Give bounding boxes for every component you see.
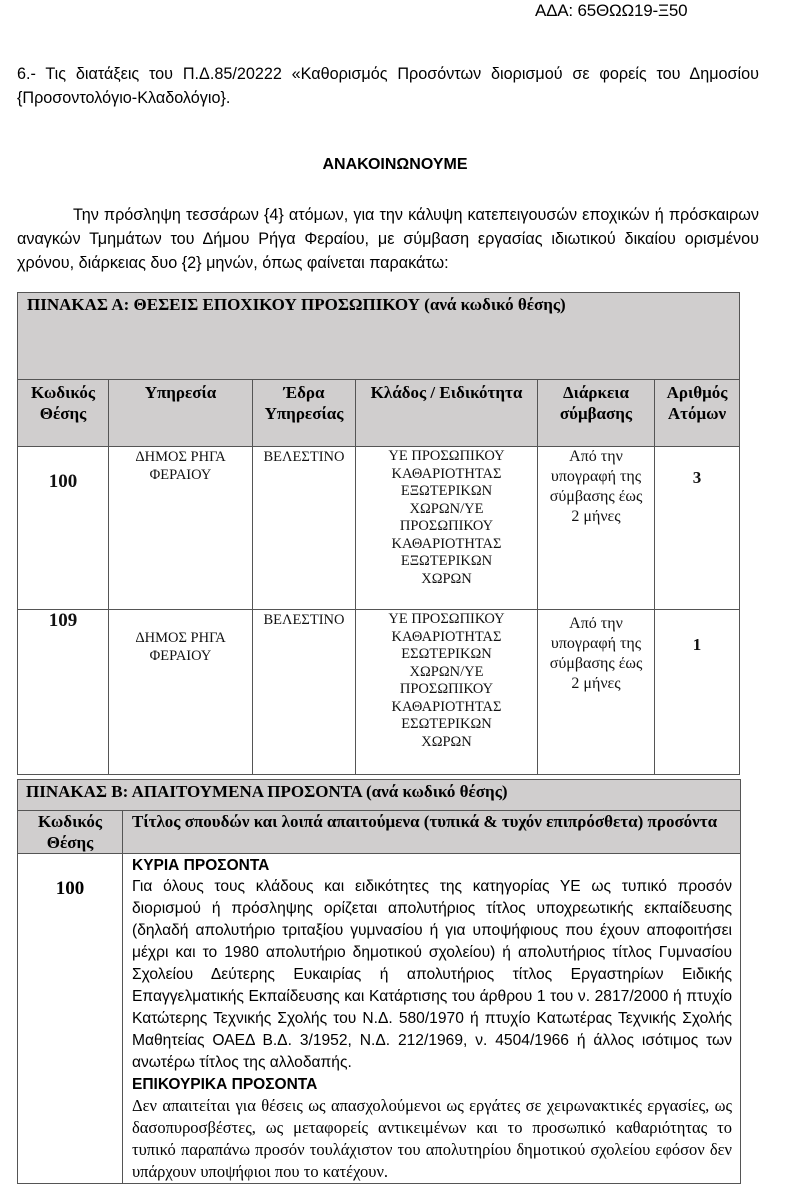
specialty: ΥΕ ΠΡΟΣΩΠΙΚΟΥ ΚΑΘΑΡΙΟΤΗΤΑΣ ΕΣΩΤΕΡΙΚΩΝ ΧΩΡΩΝ/ΥΕ ΠΡΟΣΩΠΙΚΟΥ ΚΑΘΑΡΙΟΤΗΤΑΣ ΕΣΩΤΕΡΙΚΩΝ ΧΩΡΩΝ xyxy=(356,610,538,775)
col-header-qualifications: Τίτλος σπουδών και λοιπά απαιτούμενα (τυπικά & τυχόν επιπρόσθετα) προσόντα xyxy=(123,811,741,854)
table-a-title: ΠΙΝΑΚΑΣ Α: ΘΕΣΕΙΣ ΕΠΟΧΙΚΟΥ ΠΡΟΣΩΠΙΚΟΥ (ανά κωδικό θέσης) xyxy=(18,293,740,380)
position-code: 100 xyxy=(18,447,109,610)
seat: ΒΕΛΕΣΤΙΝΟ xyxy=(253,610,356,775)
position-code: 109 xyxy=(18,610,109,775)
table-a-positions xyxy=(17,292,740,775)
main-qualifications-text: Για όλους τους κλάδους και ειδικότητες της κατηγορίας ΥΕ ως τυπικό προσόν διορισμού ή πρόσληψης ορίζεται απολυτήριος τίτλος υποχρεωτικής εκπαίδευσης (δηλαδή απολυτήριο τριταξίου γυμνασίου ή για υποψήφιους που έχουν αποφοιτήσει μέχρι και το 1980 απολυτήριο δημοτικού σχολείου) ή απολυτήριος τίτλος Γυμνασίου Σχολείου Δεύτερης Ευκαιρίας ή απολυτήριος τίτλος Εργαστηρίων Ειδικής Επαγγελματικής Εκπαίδευσης και Κατάρτισης του άρθρου 1 του ν. 2817/2000 ή πτυχίο Κατώτερης Τεχνικής Σχολής του Ν.Δ. 580/1970 ή πτυχίο Κατωτέρας Τεχνικής Σχολής Μαθητείας ΟΑΕΔ Β.Δ. 3/1952, Ν.Δ. 212/1969, ν. 4504/1966 ή άλλος ισότιμος των ανωτέρω τίτλος της αλλοδαπής. xyxy=(132,878,733,1071)
person-count: 3 xyxy=(655,447,740,610)
paragraph-6: 6.- Τις διατάξεις του Π.Δ.85/20222 «Καθορισμός Προσόντων διορισμού σε φορείς του Δημοσίου {Προσοντολόγιο-Κλαδολόγιο}. xyxy=(17,65,759,107)
table-row xyxy=(18,854,741,1184)
main-qualifications-heading: ΚΥΡΙΑ ΠΡΟΣΟΝΤΑ xyxy=(132,857,270,874)
ada-identifier: ΑΔΑ: 65ΘΩΩ19-Ξ50 xyxy=(535,1,688,20)
duration: Από την υπογραφή της σύμβασης έως 2 μήνες xyxy=(538,610,655,775)
seat: ΒΕΛΕΣΤΙΝΟ xyxy=(253,447,356,610)
col-header-duration: Διάρκεια σύμβασης xyxy=(538,380,655,447)
table-row xyxy=(18,610,740,775)
duration: Από την υπογραφή της σύμβασης έως 2 μήνες xyxy=(538,447,655,610)
table-row xyxy=(18,447,740,610)
col-header-specialty: Κλάδος / Ειδικότητα xyxy=(356,380,538,447)
service: ΔΗΜΟΣ ΡΗΓΑ ΦΕΡΑΙΟΥ xyxy=(109,447,253,610)
col-header-service: Υπηρεσία xyxy=(109,380,253,447)
announcement-heading: ΑΝΑΚΟΙΝΩΝΟΥΜΕ xyxy=(322,156,468,173)
position-code: 100 xyxy=(18,854,123,1184)
specialty: ΥΕ ΠΡΟΣΩΠΙΚΟΥ ΚΑΘΑΡΙΟΤΗΤΑΣ ΕΞΩΤΕΡΙΚΩΝ ΧΩΡΩΝ/ΥΕ ΠΡΟΣΩΠΙΚΟΥ ΚΑΘΑΡΙΟΤΗΤΑΣ ΕΞΩΤΕΡΙΚΩΝ ΧΩΡΩΝ xyxy=(356,447,538,610)
table-b-title: ΠΙΝΑΚΑΣ Β: ΑΠΑΙΤΟΥΜΕΝΑ ΠΡΟΣΟΝΤΑ (ανά κωδικό θέσης) xyxy=(18,780,741,811)
service: ΔΗΜΟΣ ΡΗΓΑ ΦΕΡΑΙΟΥ xyxy=(109,610,253,775)
col-header-code: Κωδικός Θέσης xyxy=(18,380,109,447)
col-header-code: Κωδικός Θέσης xyxy=(18,811,123,854)
person-count: 1 xyxy=(655,610,740,775)
col-header-seat: Έδρα Υπηρεσίας xyxy=(253,380,356,447)
aux-qualifications-text: Δεν απαιτείται για θέσεις ως απασχολούμενοι ως εργάτες σε χειρωνακτικές εργασίες, ως δασοπυροσβέστες, ως μεταφορείς αντικειμένων και το προσωπικό καθαριότητας το τυπικό παραπάνω προσόν τουλάχιστον του απολυτηρίου δημοτικού σχολείου εφόσον δεν υπάρχουν υποψήφιοι που το κατέχουν. xyxy=(132,1096,733,1181)
col-header-count: Αριθμός Ατόμων xyxy=(655,380,740,447)
qualifications-cell xyxy=(123,854,741,1184)
table-b-qualifications xyxy=(17,779,741,1184)
aux-qualifications-heading: ΕΠΙΚΟΥΡΙΚΑ ΠΡΟΣΟΝΤΑ xyxy=(132,1076,318,1093)
intro-paragraph: Την πρόσληψη τεσσάρων {4} ατόμων, για την κάλυψη κατεπειγουσών εποχικών ή πρόσκαιρων αναγκών Τμημάτων του Δήμου Ρήγα Φεραίου, με σύμβαση εργασίας ιδιωτικού δικαίου ορισμένου χρόνου, διάρκειας δυο {2} μηνών, όπως φαίνεται παρακάτω: xyxy=(17,206,759,272)
